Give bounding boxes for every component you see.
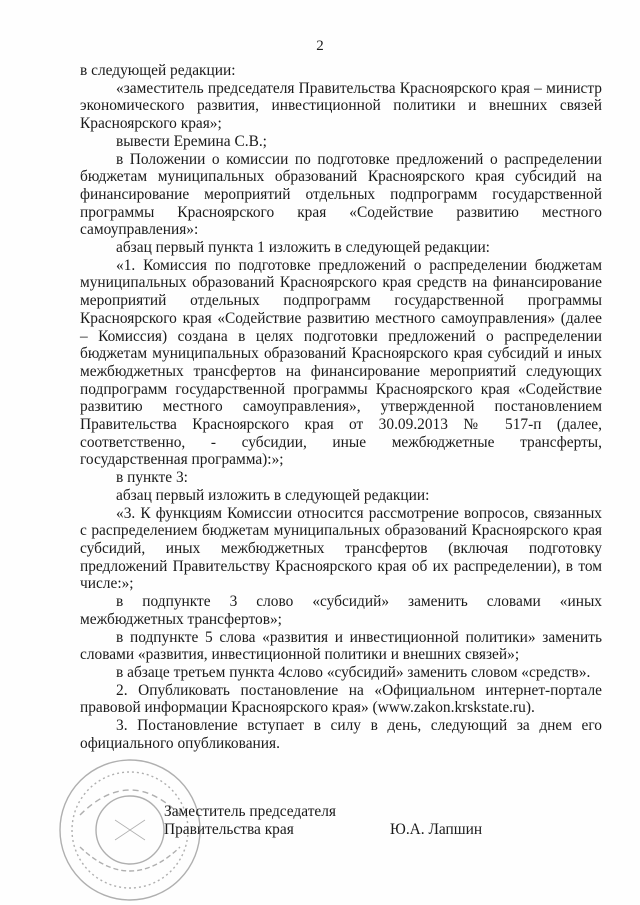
paragraph: «3. К функциям Комиссии относится рассмотрение вопросов, связанных с распределением бюджетам муниципальных образований Красноярского края субсидий, иных межбюджетных трансфертов (включая подготовку предложений Правительству Красноярского края об их распределении), в том числе:»; bbox=[80, 504, 602, 593]
paragraph: 2. Опубликовать постановление на «Официальном интернет-портале правовой информации Красноярского края» (www.zakon.krskstate.ru). bbox=[80, 681, 602, 717]
paragraph: в следующей редакции: bbox=[80, 62, 236, 79]
signatory-name: Ю.А. Лапшин bbox=[390, 821, 483, 838]
document-body bbox=[80, 62, 602, 752]
paragraph: «1. Комиссия по подготовке предложений о распределении бюджетам муниципальных образований Красноярского края средств на финансирование мероприятий отдельных подпрограмм государственной программы Красноярского края «Содействие развитию местного самоуправления» (далее – Комиссия) создана в целях подготовки предложений о распределении бюджетам муниципальных образований Красноярского края субсидий и иных межбюджетных трансфертов на финансирование мероприятий следующих подпрограмм государственной программы Красноярского края «Содействие развитию местного самоуправления», утвержденной постановлением Правительства Красноярского края от 30.09.2013 № 517-п (далее, соответственно, - субсидии, иные межбюджетные трансферты, государственная программа):»; bbox=[80, 256, 602, 469]
paragraph: в пункте 3: bbox=[116, 469, 188, 487]
paragraph: вывести Еремина С.В.; bbox=[116, 132, 267, 150]
paragraph: в подпункте 3 слово «субсидий» заменить словами «иных межбюджетных трансфертов»; bbox=[80, 593, 602, 628]
paragraph: в абзаце третьем пункта 4слово «субсидий» заменить словом «средств». bbox=[116, 663, 591, 681]
paragraph: абзац первый изложить в следующей редакции: bbox=[116, 486, 430, 504]
paragraph: «заместитель председателя Правительства Красноярского края – министр экономического развития, инвестиционной политики и внешних связей Красноярского края»; bbox=[80, 79, 602, 133]
signatory-position bbox=[164, 803, 336, 839]
paragraph: 3. Постановление вступает в силу в день, следующий за днем его официального опубликования. bbox=[80, 717, 602, 752]
position-line: Правительства края bbox=[164, 821, 294, 838]
paragraph: в Положении о комиссии по подготовке предложений о распределении бюджетам муниципальных образований Красноярского края субсидий на финансирование мероприятий отдельных подпрограмм государственной программы Красноярского края «Содействие развитию местного самоуправления»: bbox=[80, 150, 602, 239]
paragraph: абзац первый пункта 1 изложить в следующей редакции: bbox=[116, 239, 490, 257]
paragraph: в подпункте 5 слова «развития и инвестиционной политики» заменить словами «развития, инвестиционной политики и внешних связей»; bbox=[80, 628, 602, 664]
position-line: Заместитель председателя bbox=[164, 803, 337, 820]
page-number: 2 bbox=[316, 38, 324, 54]
